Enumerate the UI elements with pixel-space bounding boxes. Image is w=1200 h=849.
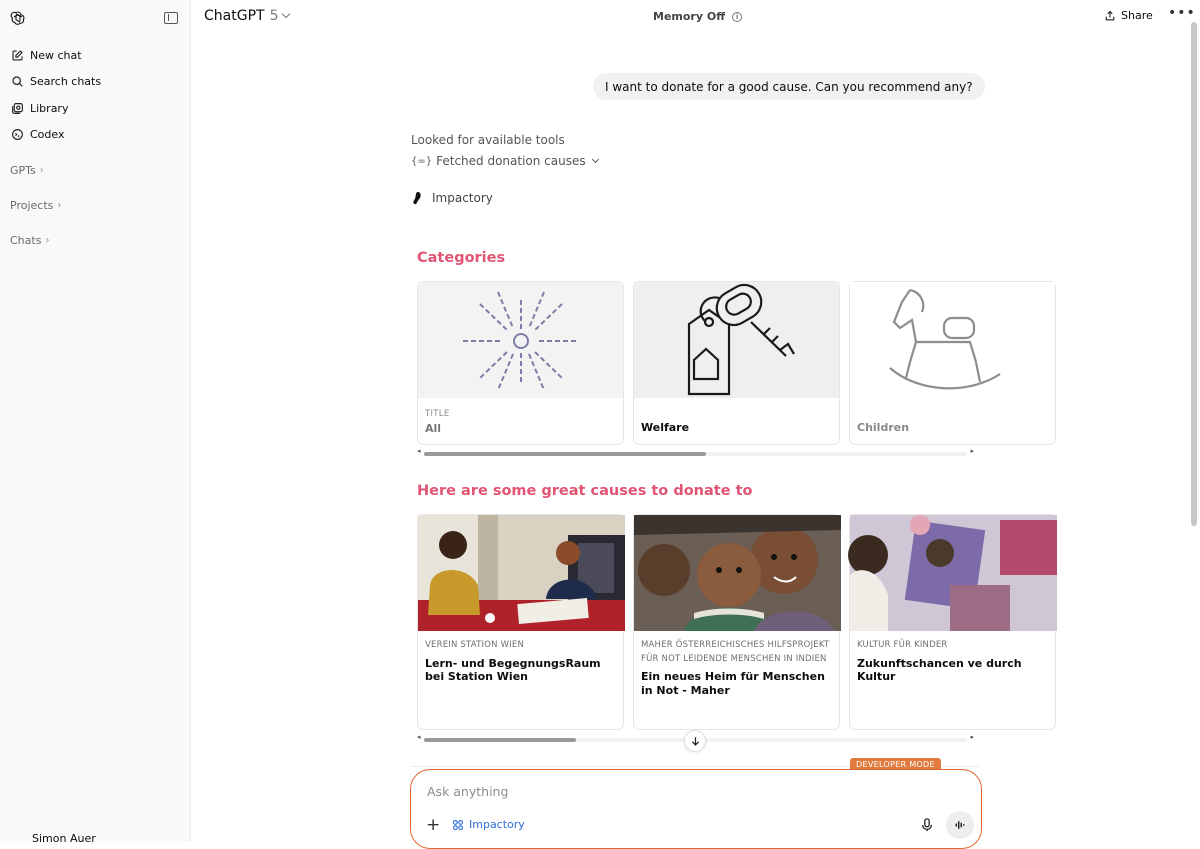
causes-carousel [417,514,1022,732]
sidebar-item-label: New chat [30,48,82,62]
developer-mode-badge: DEVELOPER MODE [850,758,941,770]
sidebar-section-label: Projects [10,198,54,212]
active-tool-chip[interactable] [452,818,525,831]
category-label: All [425,422,442,435]
category-label-wrap [641,409,689,434]
sidebar-section-gpts[interactable] [0,160,190,180]
cause-card[interactable] [849,514,1056,730]
scroll-thumb[interactable] [424,452,706,456]
more-options-icon[interactable]: ••• [1168,5,1196,21]
sidebar-section-label: GPTs [10,163,36,177]
library-icon [10,101,24,115]
scroll-thumb[interactable] [424,738,576,742]
category-label: Welfare [641,421,690,434]
tool-status-label: Looked for available tools [411,133,565,147]
edit-icon [10,48,24,62]
cause-org: MAHER ÖSTERREICHISCHES HILFSPROJEKT FÜR NOT LEIDENDE MENSCHEN IN INDIEN [641,640,830,664]
model-version: 5 [269,8,279,24]
rocking-horse-icon [850,282,1057,398]
footprint-icon [412,191,424,205]
category-card-welfare[interactable] [633,281,840,445]
sidebar-item-search-chats[interactable] [0,69,190,96]
scroll-down-button[interactable] [684,730,706,752]
page-scrollbar[interactable] [1191,22,1197,526]
cause-org: KULTUR FÜR KINDER [857,640,948,650]
category-image [850,282,1055,398]
sparkle-icon [418,282,625,398]
cause-title: Zukunftschancen ve durch Kultur [857,656,1022,683]
scroll-right-icon[interactable]: ▸ [970,733,974,741]
category-label-wrap [857,409,909,434]
chevron-down-icon [592,156,599,163]
tool-status [411,133,565,147]
chevron-right-icon: › [57,199,62,211]
codex-icon [10,128,24,142]
categories-carousel [417,281,974,447]
model-name: ChatGPT [204,8,265,24]
cause-card[interactable] [633,514,840,730]
header [191,0,1200,34]
sidebar-item-new-chat[interactable] [0,42,190,69]
categories-scrollbar[interactable] [417,447,974,457]
scroll-left-icon[interactable]: ◂ [417,733,421,741]
cause-image [634,515,839,631]
voice-mode-button[interactable] [946,811,974,839]
user-message: I want to donate for a good cause. Can you recommend any? [593,73,985,100]
category-image [418,282,623,398]
prompt-input[interactable]: Ask anything [427,784,509,799]
share-button[interactable] [1104,9,1153,22]
openai-logo-icon[interactable] [9,9,27,27]
apps-grid-icon [452,819,464,831]
microphone-icon[interactable] [921,818,933,836]
sidebar-item-label: Search chats [30,75,102,89]
tool-braces-icon: {=} [411,155,433,167]
arrow-down-icon [690,736,701,747]
sidebar-item-label: Library [30,101,69,115]
app-attribution [412,191,493,205]
info-icon[interactable]: i [732,12,742,22]
scroll-right-icon[interactable]: ▸ [970,447,974,455]
search-icon [10,75,24,89]
share-label: Share [1121,9,1153,22]
category-card-children[interactable] [849,281,1056,445]
model-selector[interactable] [204,8,289,24]
cause-card[interactable] [417,514,624,730]
sidebar-item-library[interactable] [0,95,190,122]
chevron-right-icon: › [39,164,44,176]
cause-image [418,515,623,631]
memory-label: Memory Off [653,10,726,23]
sidebar-section-projects[interactable] [0,195,190,215]
category-label: Children [857,421,910,434]
chevron-right-icon: › [45,234,50,246]
sidebar [0,0,191,845]
causes-title: Here are some great causes to donate to [417,483,753,499]
category-card-all[interactable] [417,281,624,445]
chevron-down-icon [282,10,290,18]
scroll-left-icon[interactable]: ◂ [417,447,421,455]
category-label-wrap [425,409,450,435]
categories-title: Categories [417,250,506,266]
cause-org: VEREIN STATION WIEN [425,640,525,650]
cause-title: Ein neues Heim für Menschen in Not - Maher [641,670,825,697]
category-image [634,282,839,398]
sidebar-section-label: Chats [10,233,42,247]
waveform-icon [954,819,966,831]
active-tool-label: Impactory [469,818,525,831]
memory-status[interactable] [653,10,742,23]
sidebar-top [0,0,190,36]
category-small-label: TITLE [425,409,450,419]
tool-result-toggle[interactable] [411,154,598,168]
sidebar-toggle-icon[interactable] [164,12,178,24]
app-name: Impactory [432,191,493,205]
sidebar-item-codex[interactable] [0,122,190,149]
add-attachment-icon[interactable]: + [426,815,441,835]
composer [410,769,982,849]
sidebar-item-label: Codex [30,128,65,142]
share-icon [1104,10,1116,22]
tool-result-label: Fetched donation causes [436,154,586,168]
cause-title: Lern- und BegegnungsRaum bei Station Wien [425,656,601,683]
house-key-icon [634,282,841,398]
user-name[interactable]: Simon Auer [32,832,96,845]
sidebar-section-chats[interactable] [0,230,190,250]
cause-image [850,515,1055,631]
